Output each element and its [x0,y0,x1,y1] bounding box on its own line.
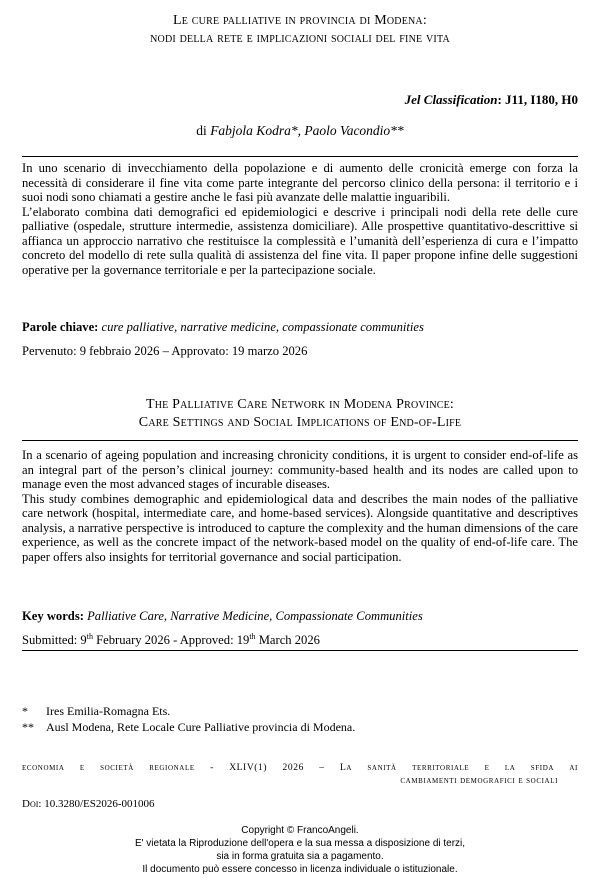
english-title [22,396,578,432]
submitted-date-suffix: th [86,631,93,641]
journal-citation-line-2: cambiamenti demografici e sociali [400,776,558,786]
dates-italian: Pervenuto: 9 febbraio 2026 – Approvato: 19 marzo 2026 [22,344,308,358]
keywords-english: Key words: Palliative Care, Narrative Medicine, Compassionate Communities [22,609,423,623]
footnote-1-text: Ires Emilia-Romagna Ets. [46,704,171,718]
abstract-english-paragraph-2: This study combines demographic and epidemiological data and describes the main nodes of the palliative care network (hospital, intermediate care, and home-based services). Alongside quantitative and descriptives analysis, a narrative perspective is introduced to capture the complexity and the human dimensions of the care experience, as well as the concrete impact of the network-based model on the quality of end-of-life care. The paper offers also insights for territorial governance and social participation. [22,491,578,564]
approved-date-suffix: th [249,631,256,641]
approved-date-end: March 2026 [255,633,320,647]
journal-citation-line-1: economia e società regionale - XLIV(1) 2026 – La sanità territoriale e la sfida ai [22,763,578,773]
english-title-line-2: Care Settings and Social Implications of End-of-Life [138,415,462,430]
abstract-italian [22,161,578,277]
jel-classification [405,92,578,108]
author-names: Fabjola Kodra*, Paolo Vacondio** [210,123,404,138]
keywords-italian-values: cure palliative, narrative medicine, compassionate communities [101,320,424,334]
footnote-2-text: Ausl Modena, Rete Locale Cure Palliative provincia di Modena. [46,720,356,734]
divider-top-italian [22,156,578,157]
abstract-italian-paragraph-1: In uno scenario di invecchiamento della popolazione e di aumento delle cronicità emerge con forza la necessità di considerare il fine vita come parte integrante del percorso clinico della persona: il territorio e i suoi nodi sono chiamati a gestire anche le fasi più avanzate delle malattie inguaribili. [22,161,578,204]
keywords-italian-label: Parole chiave: [22,320,99,334]
jel-label: Jel Classification [404,92,498,107]
italian-title-line-2: nodi della rete e implicazioni sociali del fine vita [150,31,450,46]
abstract-english [22,448,578,564]
copyright-line-4: Il documento può essere concesso in licenza individuale o istituzionale. [142,864,458,875]
abstract-italian-paragraph-2: L’elaborato combina dati demografici ed epidemiologici e descrive i principali nodi della rete delle cure palliative (ospedale, strutture intermedie, assistenza domiciliare). Alle prospettive quantitativo-descrittive si affianca un approccio narrativo che restituisce la complessità e l’umanità dell’esperienza di cura e l’impatto concreto del modello di rete sulla qualità di assistenza del fine vita. Il paper propone infine delle suggestioni operative per la governance territoriale e per la partecipazione sociale. [22,204,578,277]
jel-codes: : J11, I180, H0 [497,92,578,107]
keywords-english-values: Palliative Care, Narrative Medicine, Compassionate Communities [87,609,423,623]
keywords-english-label: Key words [22,609,80,623]
footnote-1-mark: * [22,704,28,718]
approved-date-start: February 2026 - Approved: 19 [92,633,250,647]
copyright-notice [0,824,600,876]
italian-title [22,12,578,48]
submitted-date-start: Submitted: 9 [22,633,87,647]
footnote-2 [22,720,355,735]
copyright-line-1: Copyright © FrancoAngeli. [241,825,359,836]
footnote-2-mark: ** [22,720,34,734]
journal-citation [22,762,578,788]
doi: Doi: 10.3280/ES2026-001006 [22,798,155,810]
keywords-italian [22,320,578,335]
footnote-1 [22,704,170,719]
dates-english [22,633,578,648]
authors-prefix: di [196,123,211,138]
italian-title-line-1: Le cure palliative in provincia di Modena: [173,13,427,28]
authors [0,123,600,139]
divider-top-english [22,440,578,441]
copyright-line-2: E' vietata la Riproduzione dell'opera e la sua messa a disposizione di terzi, [134,838,466,849]
divider-bottom-english [22,650,578,651]
abstract-english-paragraph-1: In a scenario of ageing population and increasing chronicity conditions, it is urgent to consider end-of-life as an integral part of the person’s clinical journey: community-based health and its nodes are called upon to manage even the most advanced stages of incurable diseases. [22,448,578,491]
english-title-line-1: The Palliative Care Network in Modena Province: [145,397,455,412]
copyright-line-3: sia in forma gratuita sia a pagamento. [216,851,384,862]
